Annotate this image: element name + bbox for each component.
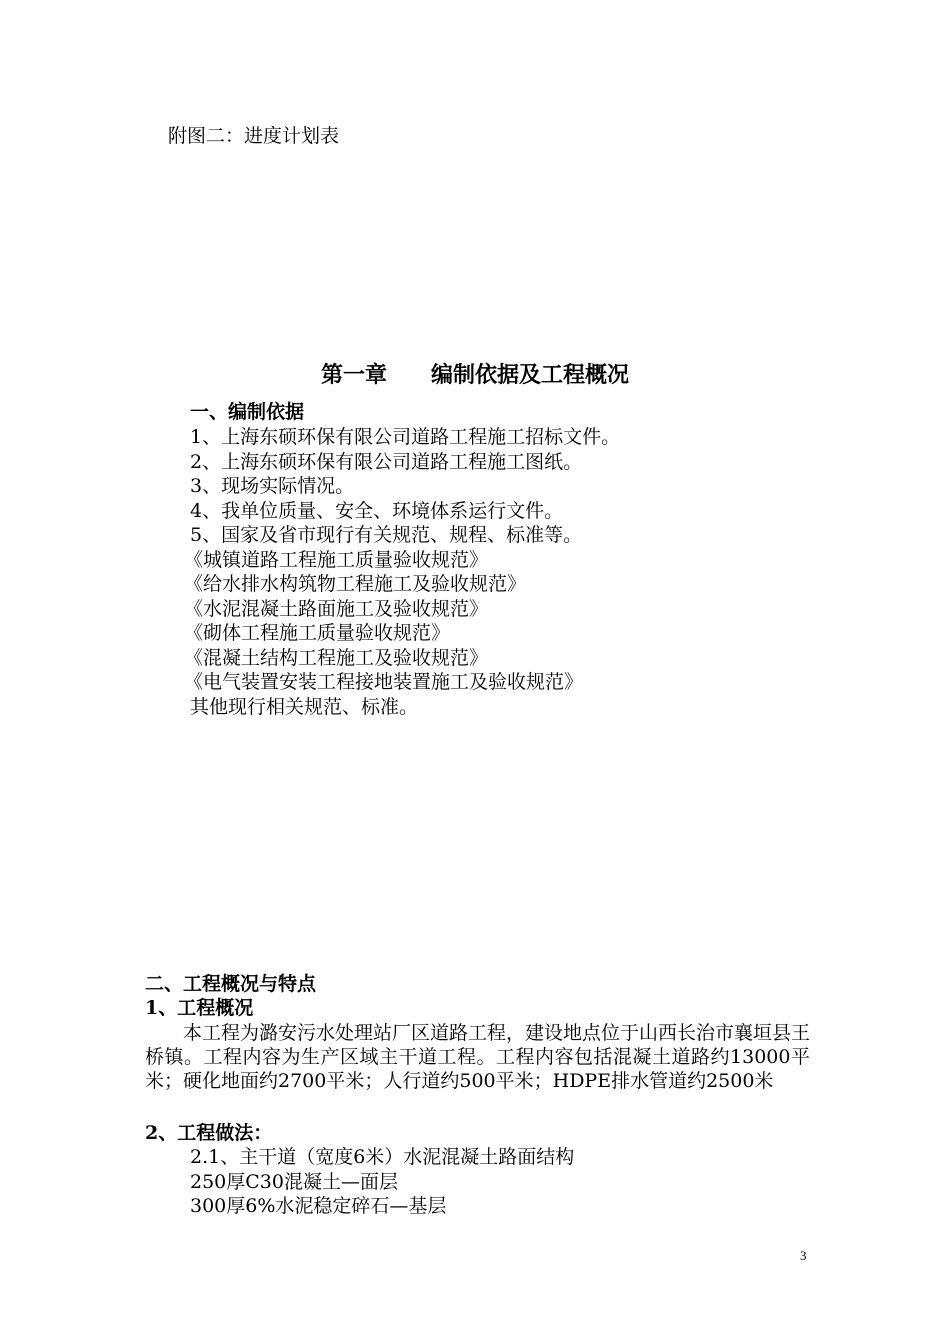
project-overview-paragraph: 本工程为潞安污水处理站厂区道路工程，建设地点位于山西长治市襄垣县王桥镇。工程内容为生产区域主干道工程。工程内容包括混凝土道路约13000平米；硬化地面约2700平米；人行道约500平米；HDPE排水管道约2500米 (145, 1022, 811, 1092)
other-standards: 其他现行相关规范、标准。 (190, 696, 419, 718)
standard-item-2: 《给水排水构筑物工程施工及验收规范》 (184, 573, 527, 595)
subsection2-heading: 2、工程做法： (145, 1122, 273, 1144)
standard-item-5: 《混凝土结构工程施工及验收规范》 (184, 647, 489, 669)
page-number: 3 (800, 1248, 807, 1263)
chapter-title: 第一章 编制依据及工程概况 (320, 362, 629, 388)
subsection1-heading: 1、工程概况 (145, 997, 254, 1019)
standard-item-1: 《城镇道路工程施工质量验收规范》 (184, 549, 489, 571)
section2-heading: 二、工程概况与特点 (145, 973, 317, 995)
standard-item-4: 《砌体工程施工质量验收规范》 (184, 622, 451, 644)
standard-item-6: 《电气装置安装工程接地装置施工及验收规范》 (184, 671, 584, 693)
method-item-1: 2.1、主干道（宽度6米）水泥混凝土路面结构 (190, 1146, 575, 1168)
basis-item-2: 2、上海东硕环保有限公司道路工程施工图纸。 (190, 451, 583, 473)
basis-item-3: 3、现场实际情况。 (190, 475, 355, 497)
standard-item-3: 《水泥混凝土路面施工及验收规范》 (184, 598, 489, 620)
section1-heading: 一、编制依据 (190, 401, 305, 423)
basis-item-1: 1、上海东硕环保有限公司道路工程施工招标文件。 (190, 426, 621, 448)
appendix-line: 附图二：进度计划表 (168, 125, 340, 147)
method-item-3: 300厚6%水泥稳定碎石—基层 (190, 1195, 447, 1217)
basis-item-5: 5、国家及省市现行有关规范、规程、标准等。 (190, 524, 583, 546)
basis-item-4: 4、我单位质量、安全、环境体系运行文件。 (190, 500, 564, 522)
method-item-2: 250厚C30混凝土—面层 (190, 1171, 398, 1193)
